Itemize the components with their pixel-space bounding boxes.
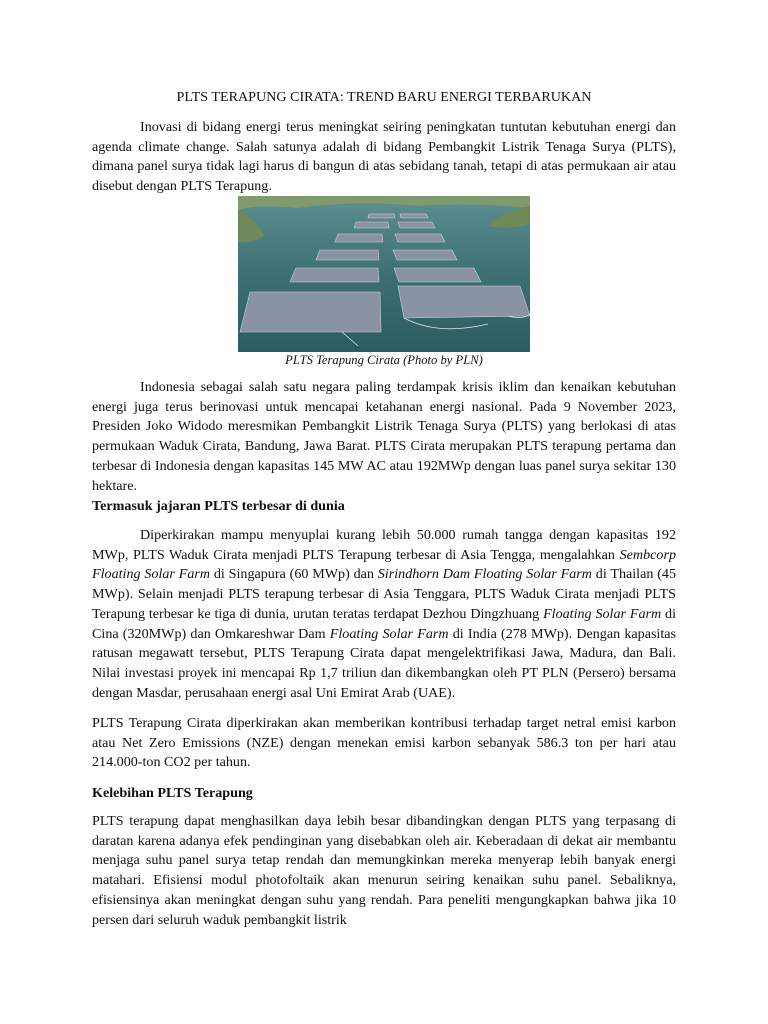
intro-paragraph: Inovasi di bidang energi terus meningkat seiring peningkatan tuntutan kebutuhan energi dan agenda climate change. Salah satunya adalah di bidang Pembangkit Listrik Tenaga Surya (PLTS), dimana panel surya tidak lagi harus di bangun di atas sebidang tanah, tetapi di atas permukaan air atau disebut dengan PLTS Terapung. — [92, 119, 676, 195]
paragraph-emission-reduction: PLTS Terapung Cirata diperkirakan akan memberikan kontribusi terhadap target netral emisi karbon atau Net Zero Emissions (NZE) dengan menekan emisi karbon sebanyak 586.3 ton per hari atau 214.000-ton CO2 per tahun. — [92, 715, 676, 771]
section-heading-largest: Termasuk jajaran PLTS terbesar di dunia — [92, 498, 345, 514]
paragraph-largest-comparison: Diperkirakan mampu menyuplai kurang lebih 50.000 rumah tangga dengan kapasitas 192 MWp, PLTS Waduk Cirata menjadi PLTS Terapung terbesar di Asia Tengga, mengalahkan Sembcorp Floating Solar Farm di Singapura (60 MWp) dan Sirindhorn Dam Floating Solar Farm di Thailan (45 MWp). Selain menjadi PLTS terapung terbesar di Asia Tenggara, PLTS Waduk Cirata menjadi PLTS Terapung terbesar ke tiga di dunia, urutan teratas terdapat Dezhou Dingzhuang Floating Solar Farm di Cina (320MWp) dan Omkareshwar Dam Floating Solar Farm di India (278 MWp). Dengan kapasitas ratusan megawatt tersebut, PLTS Terapung Cirata dapat mengelektrifikasi Jawa, Madura, dan Bali. Nilai investasi proyek ini mencapai Rp 1,7 triliun dan dikembangkan oleh PT PLN (Persero) bersama dengan Masdar, perusahaan energi asal Uni Emirat Arab (UAE). — [92, 527, 677, 701]
paragraph-cirata-inauguration: Indonesia sebagai salah satu negara paling terdampak krisis iklim dan kenaikan kebutuhan energi juga terus berinovasi untuk mencapai ketahanan energi nasional. Pada 9 November 2023, Presiden Joko Widodo meresmikan Pembangkit Listrik Tenaga Surya (PLTS) yang berlokasi di atas permukaan Waduk Cirata, Bandung, Jawa Barat. PLTS Cirata merupakan PLTS terapung pertama dan terbesar di Indonesia dengan kapasitas 145 MW AC atau 192MWp dengan luas panel surya sekitar 130 hektare. — [92, 379, 676, 494]
photo-caption: PLTS Terapung Cirata (Photo by PLN) — [285, 353, 483, 367]
solar-farm-photo — [238, 196, 530, 352]
paragraph-advantages: PLTS terapung dapat menghasilkan daya lebih besar dibandingkan dengan PLTS yang terpasang di daratan karena adanya efek pendinginan yang disebabkan oleh air. Keberadaan di dekat air membantu menjaga suhu panel surya tetap rendah dan memungkinkan mereka menyerap lebih banyak energi matahari. Efisiensi modul photofoltaik akan menurun seiring kenaikan suhu panel. Sebaliknya, efisiensinya akan meningkat dengan suhu yang rendah. Para peneliti mengungkapkan bahwa jika 10 persen dari seluruh waduk pembangkit listrik — [92, 813, 676, 928]
document-title: PLTS TERAPUNG CIRATA: TREND BARU ENERGI TERBARUKAN — [176, 89, 592, 105]
section-heading-advantages: Kelebihan PLTS Terapung — [92, 785, 253, 801]
